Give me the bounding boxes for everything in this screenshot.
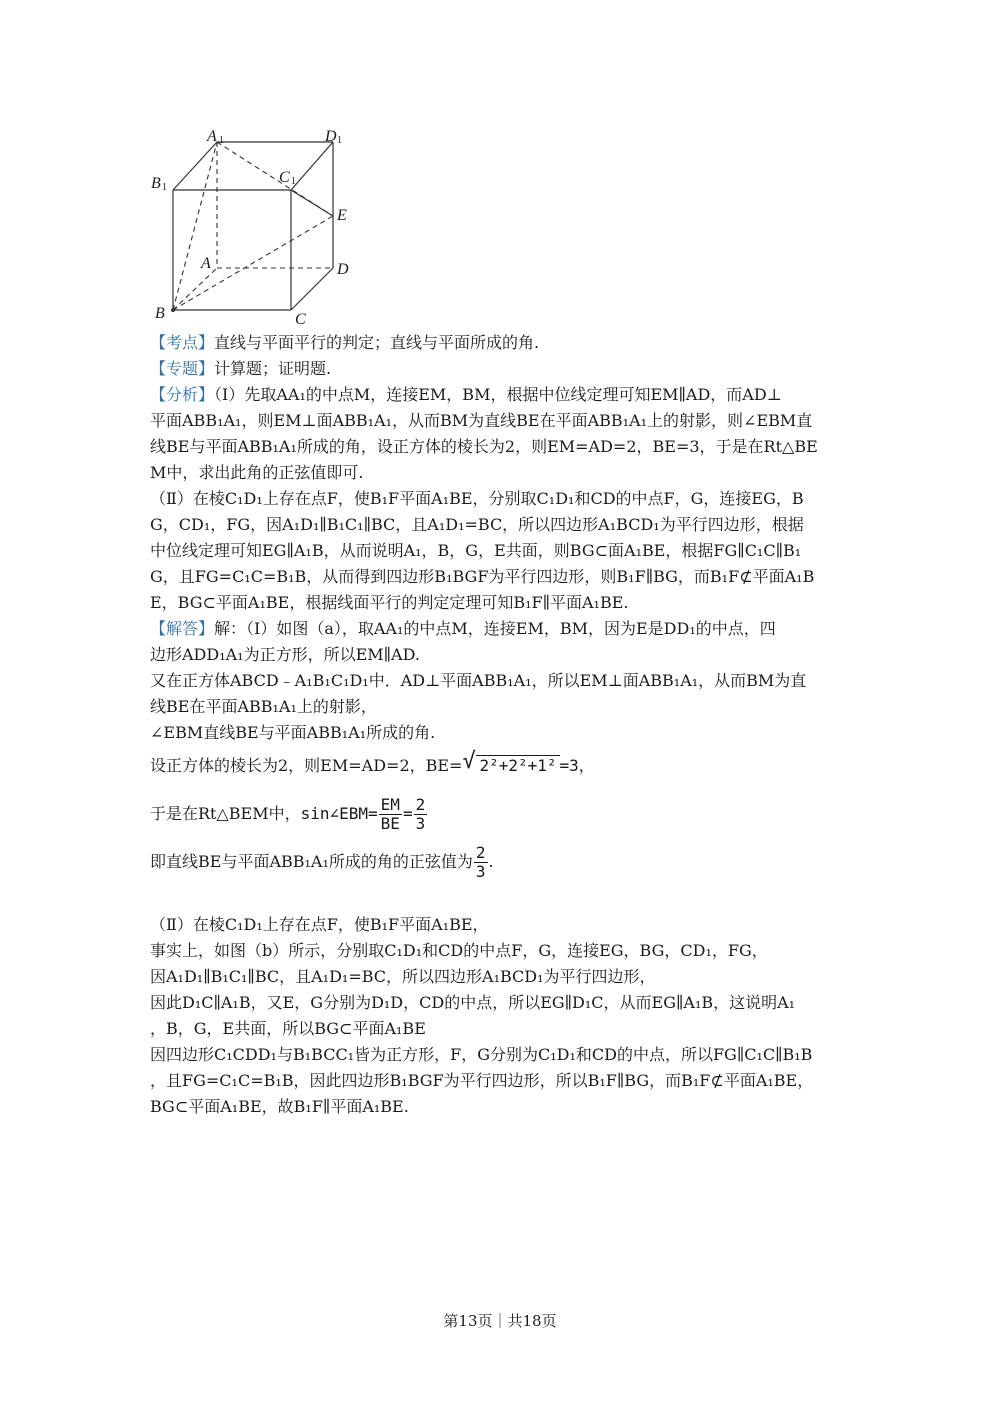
fraction-numerator: 2 [415, 795, 426, 814]
label-c1: C [279, 169, 290, 186]
equals-sign: = [402, 804, 413, 823]
part2-line-1: （Ⅱ）在棱C₁D₁上存在点F，使B₁F平面A₁BE， [150, 915, 489, 934]
edge-b-a1 [173, 142, 217, 310]
label-d1: D [325, 128, 337, 145]
label-d1-sub: 1 [337, 135, 342, 146]
sqrt-radicand: 2²+2²+1² [476, 755, 559, 775]
edge-b-a [173, 268, 217, 310]
jieda-line-4: 线BE在平面ABB₁A₁上的射影， [150, 697, 377, 716]
page-footer: 第13页｜共18页 [443, 1312, 557, 1330]
fraction-em: EM [380, 795, 400, 814]
fraction-denominator: 3 [415, 814, 426, 833]
kaodian-line [150, 330, 850, 356]
fraction-two-thirds [414, 796, 428, 833]
point-b [171, 308, 175, 312]
label-b1-sub: 1 [162, 182, 167, 193]
jieda-line-8 [150, 842, 850, 882]
kaodian-tag: 【考点】 [150, 333, 215, 352]
label-d: D [337, 261, 349, 278]
fenxi-line-6: G，CD₁，FG，因A₁D₁∥B₁C₁∥BC，且A₁D₁=BC，所以四边形A₁BCD₁为平行四边形，根据 [150, 515, 804, 534]
cube-diagram [145, 128, 365, 328]
jieda-line-2: 边形ADD₁A₁为正方形，所以EM∥AD. [150, 645, 420, 664]
edge-b-e [173, 216, 333, 310]
part2-line-3: 因A₁D₁∥B₁C₁∥BC，且A₁D₁=BC，所以四边形A₁BCD₁为平行四边形， [150, 967, 656, 986]
sin-label: sin∠EBM= [300, 804, 378, 823]
solution-text [150, 330, 850, 1120]
jieda-line-1 [150, 616, 850, 642]
fraction-answer [474, 844, 488, 881]
part2-line-5: ，B，G，E共面，所以BG⊂平面A₁BE [150, 1019, 426, 1038]
label-c: C [295, 311, 306, 328]
zhuanti-tag: 【专题】 [150, 359, 215, 378]
be-result: =3， [559, 756, 595, 775]
sine-conclusion: 即直线BE与平面ABB₁A₁所成的角的正弦值为 [150, 852, 473, 871]
sin-intro: 于是在Rt△BEM中， [150, 804, 301, 823]
part2-line-2: 事实上，如图（b）所示，分别取C₁D₁和CD的中点F，G，连接EG，BG，CD₁，FG， [150, 941, 768, 960]
spacer [150, 882, 850, 912]
fenxi-tag: 【分析】 [150, 385, 215, 404]
label-c1-sub: 1 [291, 176, 296, 187]
label-a: A [201, 255, 211, 272]
answer-denominator: 3 [475, 862, 486, 881]
edge-c1-d1 [291, 142, 333, 190]
zhuanti-text: 计算题；证明题. [214, 359, 332, 378]
kaodian-text: 直线与平面平行的判定；直线与平面所成的角. [214, 333, 540, 352]
part2-line-6: 因四边形C₁CDD₁与B₁BCC₁皆为正方形，F，G分别为C₁D₁和CD的中点，所以FG∥C₁C∥B₁B [150, 1045, 813, 1064]
zhuanti-line [150, 356, 850, 382]
jieda-line-3: 又在正方体ABCD﹣A₁B₁C₁D₁中．AD⊥平面ABB₁A₁，所以EM⊥面ABB₁A₁，从而BM为直 [150, 671, 807, 690]
fenxi-line-1 [150, 382, 850, 408]
fenxi-text-1: （Ⅰ）先取AA₁的中点M，连接EM，BM，根据中位线定理可知EM∥AD，而AD⊥ [214, 385, 782, 404]
fenxi-line-4: M中，求出此角的正弦值即可. [150, 463, 364, 482]
fenxi-line-5: （Ⅱ）在棱C₁D₁上存在点F，使B₁F平面A₁BE，分别取C₁D₁和CD的中点F，G，连接EG，B [150, 489, 804, 508]
part2-line-4: 因此D₁C∥A₁B，又E，G分别为D₁D，CD的中点，所以EG∥D₁C，从而EG∥A₁B，这说明A₁ [150, 993, 796, 1012]
fenxi-line-9: E，BG⊂平面A₁BE，根据线面平行的判定定理可知B₁F∥平面A₁BE. [150, 593, 629, 612]
label-e: E [337, 207, 347, 224]
edge-c-d [291, 268, 333, 310]
label-a1-sub: 1 [219, 135, 224, 146]
label-b: B [155, 305, 165, 322]
label-b1: B [151, 175, 161, 192]
part2-line-7: ，且FG=C₁C=B₁B，因此四边形B₁BGF为平行四边形，所以B₁F∥BG，而B₁F⊄平面A₁BE， [150, 1071, 814, 1090]
fenxi-line-2: 平面ABB₁A₁，则EM⊥面ABB₁A₁，从而BM为直线BE在平面ABB₁A₁上的射影，则∠EBM直 [150, 411, 813, 430]
fraction-em-be [379, 796, 402, 833]
jieda-line-7 [150, 794, 850, 834]
part2-line-8: BG⊂平面A₁BE，故B₁F∥平面A₁BE. [150, 1097, 409, 1116]
fenxi-line-8: G，且FG=C₁C=B₁B，从而得到四边形B₁BGF为平行四边形，则B₁F∥BG，而B₁F⊄平面A₁B [150, 567, 815, 586]
jieda-text-1: 解：（Ⅰ）如图（a），取AA₁的中点M，连接EM，BM，因为E是DD₁的中点，四 [214, 619, 776, 638]
fenxi-line-7: 中位线定理可知EG∥A₁B，从而说明A₁，B，G，E共面，则BG⊂面A₁BE，根据FG∥C₁C∥B₁ [150, 541, 802, 560]
jieda-tag: 【解答】 [150, 619, 215, 638]
fenxi-line-3: 线BE与平面ABB₁A₁所成的角，设正方体的棱长为2，则EM=AD=2，BE=3，于是在Rt△BE [150, 437, 818, 456]
jieda-line-6 [150, 746, 850, 786]
sqrt-sign: √ [462, 749, 476, 774]
fraction-be: BE [380, 814, 400, 833]
answer-numerator: 2 [475, 843, 486, 862]
label-a1: A [207, 128, 217, 145]
jieda-line-5: ∠EBM直线BE与平面ABB₁A₁所成的角. [150, 723, 436, 742]
cube-figure [145, 128, 365, 328]
be-length-text: 设正方体的棱长为2，则EM=AD=2，BE= [150, 756, 463, 775]
sqrt-expression [462, 746, 559, 786]
period: . [488, 852, 494, 871]
